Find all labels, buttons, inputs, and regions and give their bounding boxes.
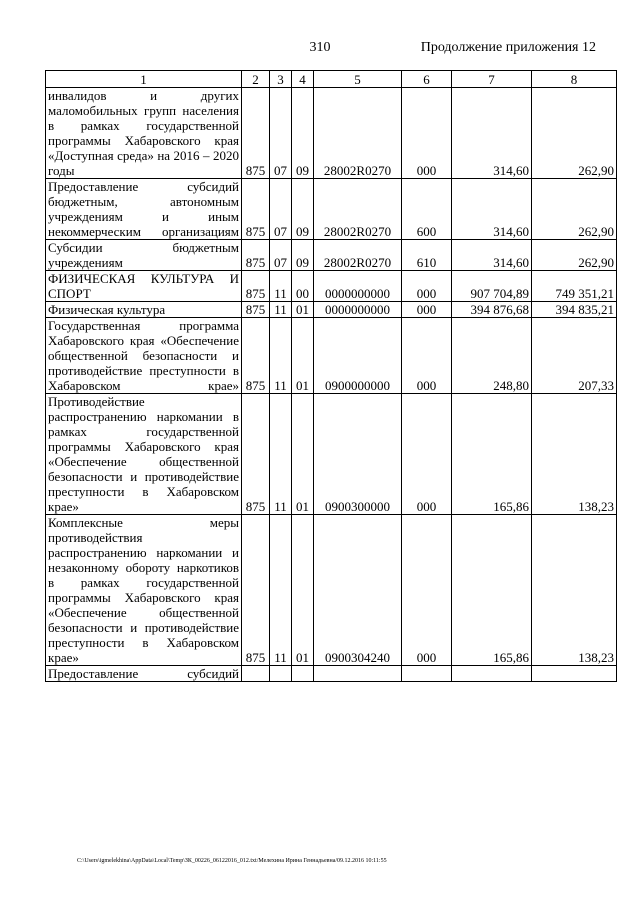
- cell-target-article: 0000000000: [314, 302, 402, 318]
- cell-amount-2: 138,23: [532, 515, 617, 666]
- cell-expense-type: 000: [402, 318, 452, 394]
- table-row: [46, 515, 617, 666]
- cell-subsection: 01: [292, 302, 314, 318]
- cell-section: 11: [270, 271, 292, 302]
- cell-subsection: [292, 666, 314, 682]
- cell-amount-1: 314,60: [452, 240, 532, 271]
- cell-amount-1: 394 876,68: [452, 302, 532, 318]
- column-header: 6: [402, 71, 452, 88]
- file-path-footer: C:\Users\igmelekhina\AppData\Local\Temp\ЗК_00226_06122016_012.txt/Мелехина Ирина Геннадьевна/09.12.2016 10:11:55: [77, 858, 387, 864]
- cell-amount-2: 749 351,21: [532, 271, 617, 302]
- cell-section: 07: [270, 88, 292, 179]
- cell-ministry-code: [242, 666, 270, 682]
- table-row: [46, 666, 617, 682]
- table-header-row: [46, 71, 617, 88]
- table-row: [46, 88, 617, 179]
- row-name: Субсидии бюджетным учреждениям: [46, 240, 242, 271]
- cell-section: 11: [270, 515, 292, 666]
- cell-amount-2: 207,33: [532, 318, 617, 394]
- row-name: Физическая культура: [46, 302, 242, 318]
- row-name: Противодействие распространению наркомании в рамках государственной программы Хабаровского края «Обеспечение общественной безопасности и противодействие преступности в Хабаровском крае»: [46, 394, 242, 515]
- cell-expense-type: 000: [402, 302, 452, 318]
- cell-ministry-code: 875: [242, 240, 270, 271]
- row-name: инвалидов и других маломобильных групп населения в рамках государственной программы Хабаровского края «Доступная среда» на 2016 – 2020 годы: [46, 88, 242, 179]
- cell-section: 07: [270, 240, 292, 271]
- cell-subsection: 09: [292, 179, 314, 240]
- cell-expense-type: 000: [402, 394, 452, 515]
- column-header: 5: [314, 71, 402, 88]
- table-row: [46, 271, 617, 302]
- page-number: 310: [309, 40, 331, 55]
- row-name: Предоставление субсидий: [46, 666, 242, 682]
- cell-ministry-code: 875: [242, 515, 270, 666]
- cell-target-article: 28002R0270: [314, 240, 402, 271]
- cell-ministry-code: 875: [242, 318, 270, 394]
- cell-target-article: 0900304240: [314, 515, 402, 666]
- cell-subsection: 09: [292, 240, 314, 271]
- column-header: 7: [452, 71, 532, 88]
- cell-section: 11: [270, 394, 292, 515]
- cell-section: 07: [270, 179, 292, 240]
- table-row: [46, 318, 617, 394]
- column-header: 2: [242, 71, 270, 88]
- column-header: 3: [270, 71, 292, 88]
- cell-subsection: 01: [292, 515, 314, 666]
- cell-target-article: 0900000000: [314, 318, 402, 394]
- cell-subsection: 01: [292, 318, 314, 394]
- row-name: Предоставление субсидий бюджетным, автономным учреждениям и иным некоммерческим организациям: [46, 179, 242, 240]
- row-name: Государственная программа Хабаровского края «Обеспечение общественной безопасности и противодействие преступности в Хабаровском крае»: [46, 318, 242, 394]
- cell-target-article: [314, 666, 402, 682]
- cell-ministry-code: 875: [242, 179, 270, 240]
- cell-amount-1: [452, 666, 532, 682]
- cell-amount-1: 165,86: [452, 515, 532, 666]
- cell-ministry-code: 875: [242, 88, 270, 179]
- cell-expense-type: 000: [402, 515, 452, 666]
- cell-amount-2: 262,90: [532, 88, 617, 179]
- table-row: [46, 302, 617, 318]
- cell-amount-2: [532, 666, 617, 682]
- table-row: [46, 179, 617, 240]
- column-header: 1: [46, 71, 242, 88]
- column-header: 4: [292, 71, 314, 88]
- cell-expense-type: 600: [402, 179, 452, 240]
- row-name: ФИЗИЧЕСКАЯ КУЛЬТУРА И СПОРТ: [46, 271, 242, 302]
- cell-target-article: 0000000000: [314, 271, 402, 302]
- cell-amount-1: 165,86: [452, 394, 532, 515]
- cell-ministry-code: 875: [242, 302, 270, 318]
- table-row: [46, 240, 617, 271]
- cell-subsection: 01: [292, 394, 314, 515]
- cell-amount-2: 262,90: [532, 240, 617, 271]
- budget-table: [45, 70, 617, 682]
- continuation-label: Продолжение приложения 12: [420, 40, 596, 55]
- cell-expense-type: 000: [402, 271, 452, 302]
- cell-target-article: 28002R0270: [314, 179, 402, 240]
- cell-amount-2: 138,23: [532, 394, 617, 515]
- cell-amount-1: 248,80: [452, 318, 532, 394]
- cell-amount-1: 314,60: [452, 179, 532, 240]
- column-header: 8: [532, 71, 617, 88]
- cell-section: 11: [270, 302, 292, 318]
- cell-section: [270, 666, 292, 682]
- cell-target-article: 0900300000: [314, 394, 402, 515]
- cell-amount-1: 907 704,89: [452, 271, 532, 302]
- cell-amount-2: 262,90: [532, 179, 617, 240]
- cell-ministry-code: 875: [242, 271, 270, 302]
- cell-target-article: 28002R0270: [314, 88, 402, 179]
- cell-amount-2: 394 835,21: [532, 302, 617, 318]
- cell-subsection: 00: [292, 271, 314, 302]
- cell-expense-type: [402, 666, 452, 682]
- cell-ministry-code: 875: [242, 394, 270, 515]
- cell-expense-type: 610: [402, 240, 452, 271]
- row-name: Комплексные меры противодействия распространению наркомании и незаконному обороту наркотиков в рамках государственной программы Хабаровского края «Обеспечение общественной безопасности и противодействие преступности в Хабаровском крае»: [46, 515, 242, 666]
- table-row: [46, 394, 617, 515]
- cell-subsection: 09: [292, 88, 314, 179]
- cell-expense-type: 000: [402, 88, 452, 179]
- cell-amount-1: 314,60: [452, 88, 532, 179]
- cell-section: 11: [270, 318, 292, 394]
